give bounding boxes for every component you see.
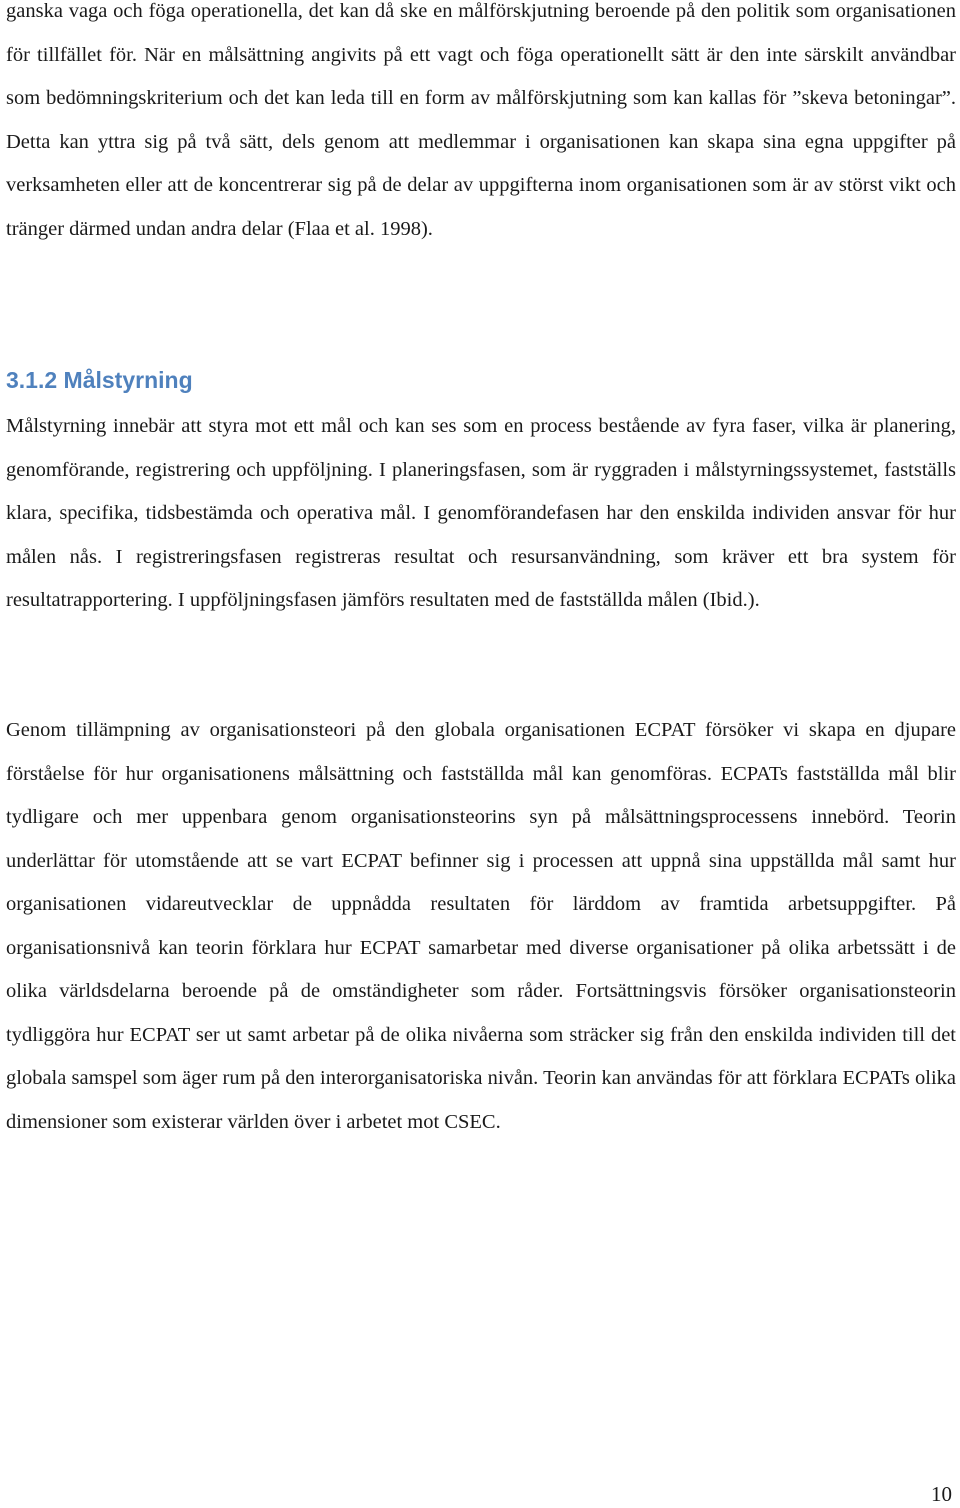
section-heading: 3.1.2 Målstyrning: [6, 367, 193, 393]
paragraph-continuation: ganska vaga och föga operationella, det kan då ske en målförskjutning beroende på den politik som organisationen för tillfället för. När en målsättning angivits på ett vagt och föga operationellt sätt är den inte särskilt användbar som bedömningskriterium och det kan leda till en form av målförskjutning som kan kallas för ”skeva betoningar”. Detta kan yttra sig på två sätt, dels genom att medlemmar i organisationen kan skapa sina egna uppgifter på verksamheten eller att de koncentrerar sig på de delar av uppgifterna inom organisationen som är av störst vikt och tränger därmed undan andra delar (Flaa et al. 1998).: [6, 0, 956, 240]
document-page: [6, 0, 956, 1508]
page-number: 10: [931, 1482, 952, 1506]
paragraph-malstyrning: Målstyrning innebär att styra mot ett mål och kan ses som en process bestående av fyra faser, vilka är planering, genomförande, registrering och uppföljning. I planeringsfasen, som är ryggraden i målstyrningssystemet, fastställs klara, specifika, tidsbestämda och operativa mål. I genomförandefasen har den enskilda individen ansvar för hur målen nås. I registreringsfasen registreras resultat och resursanvändning, som kräver ett bra system för resultatrapportering. I uppföljningsfasen jämförs resultaten med de fastställda målen (Ibid.).: [6, 415, 956, 611]
paragraph-ecpat: Genom tillämpning av organisationsteori på den globala organisationen ECPAT försöker vi skapa en djupare förståelse för hur organisationens målsättning och fastställda mål kan genomföras. ECPATs fastställda mål blir tydligare och mer uppenbara genom organisationsteorins syn på målsättningsprocessens innebörd. Teorin underlättar för utomstående att se vart ECPAT befinner sig i processen att uppnå sina uppställda mål samt hur organisationen vidareutvecklar de uppnådda resultaten för lärddom av framtida arbetsuppgifter. På organisationsnivå kan teorin förklara hur ECPAT samarbetar med diverse organisationer på olika arbetssätt i de olika världsdelarna beroende på de omständigheter som råder. Fortsättningsvis försöker organisationsteorin tydliggöra hur ECPAT ser ut samt arbetar på de olika nivåerna som sträcker sig från den enskilda individen till det globala samspel som äger rum på den interorganisatoriska nivån. Teorin kan användas för att förklara ECPATs olika dimensioner som existerar världen över i arbetet mot CSEC.: [6, 719, 956, 1133]
